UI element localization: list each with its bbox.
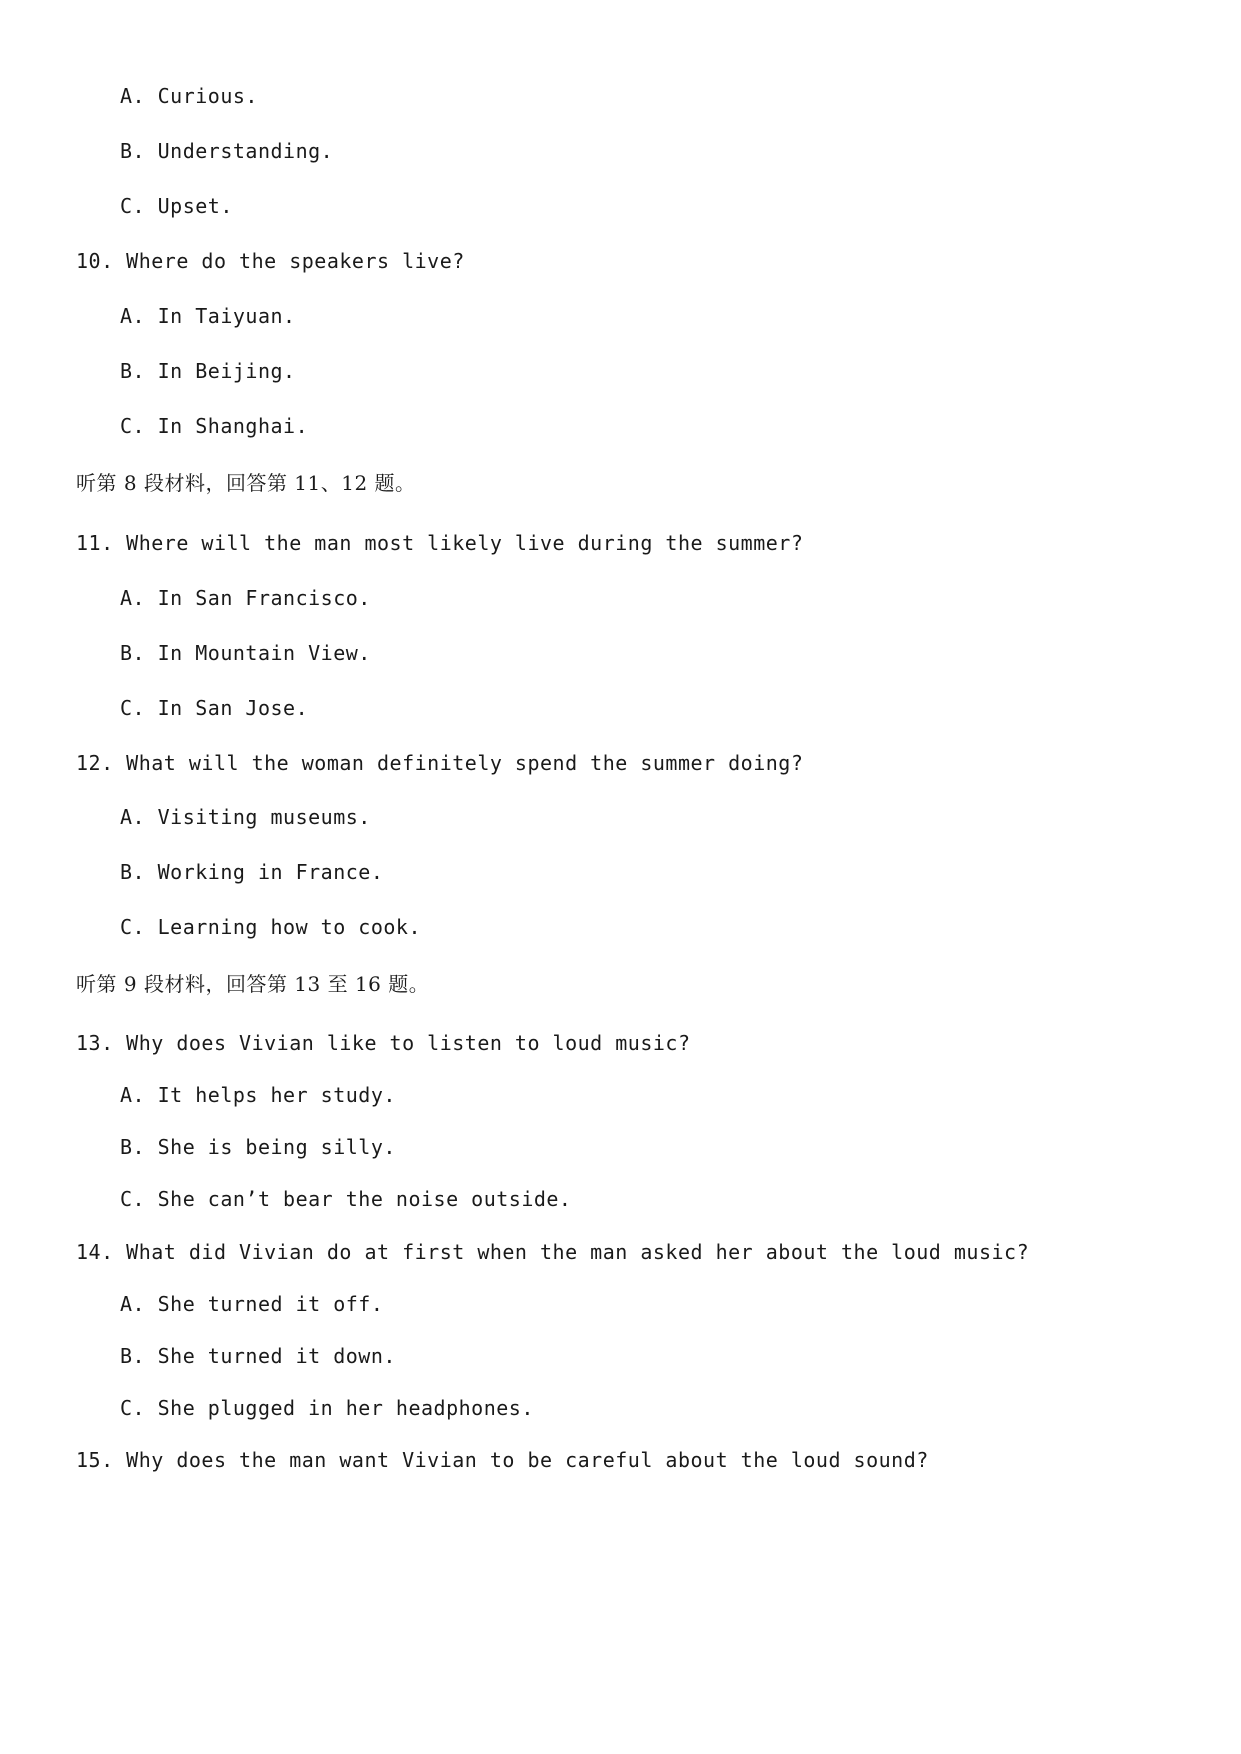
q14-option-c: C. She plugged in her headphones. [120, 1396, 534, 1420]
section-heading-8: 听第 8 段材料，回答第 11、12 题。 [76, 471, 416, 495]
q10-option-a: A. In Taiyuan. [120, 304, 296, 328]
q11-option-a: A. In San Francisco. [120, 586, 371, 610]
question-14: 14. What did Vivian do at first when the man asked her about the loud music? [76, 1240, 1030, 1264]
q13-option-a: A. It helps her study. [120, 1083, 396, 1107]
question-11: 11. Where will the man most likely live during the summer? [76, 531, 804, 555]
q12-option-c: C. Learning how to cook. [120, 915, 421, 939]
q9-option-c: C. Upset. [120, 194, 233, 218]
q13-option-c: C. She can’t bear the noise outside. [120, 1187, 572, 1211]
q10-option-b: B. In Beijing. [120, 359, 296, 383]
question-10: 10. Where do the speakers live? [76, 249, 465, 273]
question-13: 13. Why does Vivian like to listen to loud music? [76, 1031, 691, 1055]
q9-option-a: A. Curious. [120, 84, 258, 108]
q12-option-a: A. Visiting museums. [120, 805, 371, 829]
q13-option-b: B. She is being silly. [120, 1135, 396, 1159]
q11-option-b: B. In Mountain View. [120, 641, 371, 665]
q10-option-c: C. In Shanghai. [120, 414, 309, 438]
question-15: 15. Why does the man want Vivian to be careful about the loud sound? [76, 1448, 929, 1472]
q14-option-a: A. She turned it off. [120, 1292, 384, 1316]
q14-option-b: B. She turned it down. [120, 1344, 396, 1368]
q9-option-b: B. Understanding. [120, 139, 334, 163]
q12-option-b: B. Working in France. [120, 860, 384, 884]
question-12: 12. What will the woman definitely spend the summer doing? [76, 751, 804, 775]
q11-option-c: C. In San Jose. [120, 696, 309, 720]
section-heading-9: 听第 9 段材料，回答第 13 至 16 题。 [76, 972, 430, 996]
